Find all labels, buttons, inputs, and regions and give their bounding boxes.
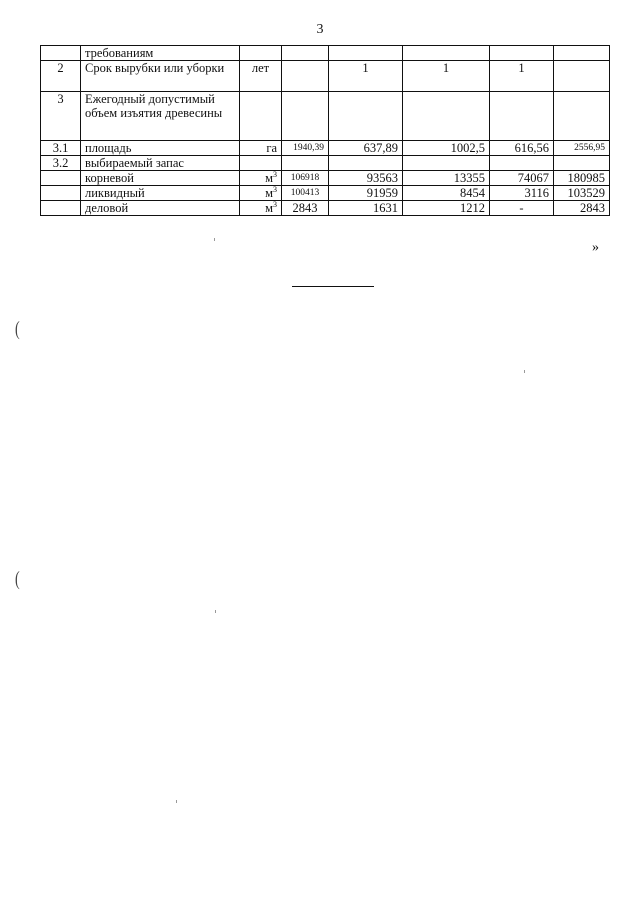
value-cell: [554, 46, 610, 61]
value-cell: 8454: [403, 186, 490, 201]
value-cell: 1: [490, 61, 554, 92]
table-row: [41, 61, 610, 92]
value-cell: 13355: [403, 171, 490, 186]
value-cell: 637,89: [329, 141, 403, 156]
row-number: 3.2: [41, 156, 81, 171]
value-cell: 2843: [554, 201, 610, 216]
value-cell: 74067: [490, 171, 554, 186]
value-cell: 91959: [329, 186, 403, 201]
table-row: [41, 46, 610, 61]
indicator-name: площадь: [81, 141, 240, 156]
value-cell: 2556,95: [554, 141, 610, 156]
value-cell: [554, 156, 610, 171]
scan-speck: [214, 238, 215, 241]
separator-line: [292, 286, 374, 287]
value-cell: [490, 46, 554, 61]
value-cell: 106918: [282, 171, 329, 186]
value-cell: 180985: [554, 171, 610, 186]
unit-cell: [240, 92, 282, 141]
value-cell: [282, 156, 329, 171]
forest-table: [40, 45, 610, 216]
row-number: [41, 201, 81, 216]
value-cell: 2843: [282, 201, 329, 216]
unit-text: м: [265, 201, 273, 215]
table-row: [41, 186, 610, 201]
scan-speck: [176, 800, 177, 803]
table-row: [41, 171, 610, 186]
value-cell: 1212: [403, 201, 490, 216]
closing-quote: »: [592, 240, 599, 255]
page-number: 3: [316, 22, 324, 37]
table-row: [41, 141, 610, 156]
value-cell: [282, 61, 329, 92]
unit-cell: [240, 201, 282, 216]
value-cell: -: [490, 201, 554, 216]
unit-superscript: 3: [273, 169, 277, 179]
row-number: [41, 186, 81, 201]
unit-cell: лет: [240, 61, 282, 92]
value-cell: [490, 92, 554, 141]
table-row: [41, 156, 610, 171]
value-cell: 100413: [282, 186, 329, 201]
row-number: 3.1: [41, 141, 81, 156]
value-cell: 616,56: [490, 141, 554, 156]
unit-cell: га: [240, 141, 282, 156]
unit-cell: [240, 171, 282, 186]
value-cell: [282, 92, 329, 141]
indicator-name: Ежегодный допустимый объем изъятия древесины: [81, 92, 240, 141]
row-number: [41, 171, 81, 186]
value-cell: [403, 46, 490, 61]
unit-cell: [240, 156, 282, 171]
table-row: [41, 92, 610, 141]
value-cell: 93563: [329, 171, 403, 186]
unit-text: м: [265, 186, 273, 200]
unit-superscript: 3: [273, 184, 277, 194]
value-cell: 1631: [329, 201, 403, 216]
unit-text: м: [265, 171, 273, 185]
value-cell: [403, 92, 490, 141]
indicator-name: деловой: [81, 201, 240, 216]
value-cell: [403, 156, 490, 171]
value-cell: [282, 46, 329, 61]
row-number: 3: [41, 92, 81, 141]
row-number: 2: [41, 61, 81, 92]
value-cell: [329, 46, 403, 61]
indicator-name: корневой: [81, 171, 240, 186]
value-cell: [554, 61, 610, 92]
table-row: [41, 201, 610, 216]
indicator-name: Срок вырубки или уборки: [81, 61, 240, 92]
value-cell: 103529: [554, 186, 610, 201]
value-cell: 1940,39: [282, 141, 329, 156]
value-cell: [329, 92, 403, 141]
indicator-name: ликвидный: [81, 186, 240, 201]
row-number: [41, 46, 81, 61]
unit-cell: [240, 46, 282, 61]
value-cell: [490, 156, 554, 171]
scan-speck: [215, 610, 216, 613]
unit-superscript: 3: [273, 199, 277, 209]
value-cell: [329, 156, 403, 171]
binding-hole-mark: (: [15, 568, 20, 590]
unit-cell: [240, 186, 282, 201]
scan-speck: [524, 370, 525, 373]
value-cell: 1002,5: [403, 141, 490, 156]
value-cell: [554, 92, 610, 141]
binding-hole-mark: (: [15, 318, 20, 340]
value-cell: 1: [403, 61, 490, 92]
indicator-name: требованиям: [81, 46, 240, 61]
value-cell: 3116: [490, 186, 554, 201]
indicator-name: выбираемый запас: [81, 156, 240, 171]
value-cell: 1: [329, 61, 403, 92]
